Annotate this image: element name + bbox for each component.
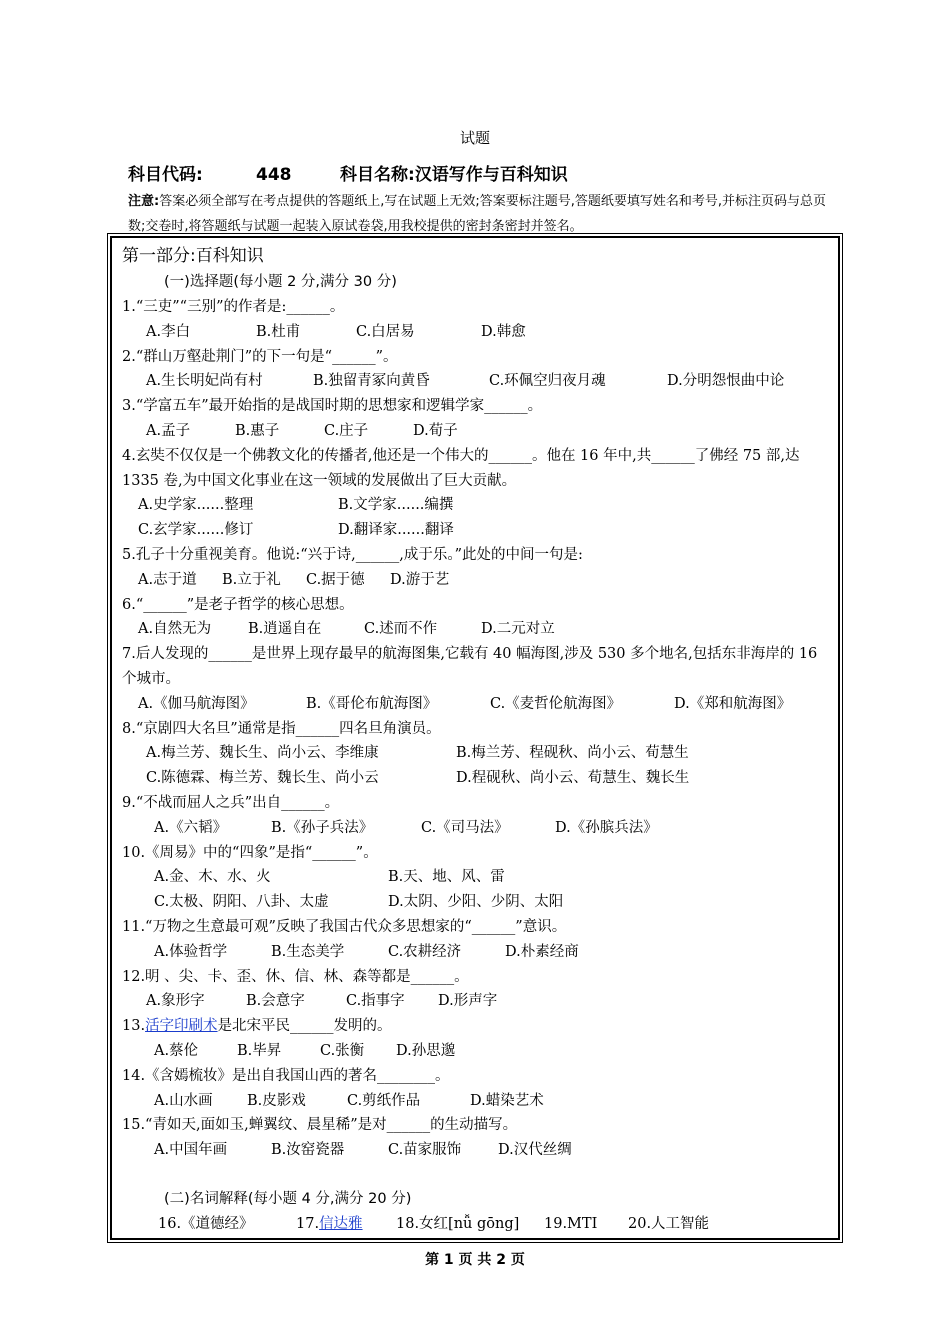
option-row <box>122 692 830 717</box>
question-stem: 11.“万物之生意最可观”反映了我国古代众多思想家的“______”意识。 <box>122 918 567 935</box>
question-stem: 1.“三吏”“三别”的作者是:______。 <box>122 299 345 315</box>
question-stem: 14.《含嫣梳妆》是出自我国山西的著名________。 <box>122 1067 450 1084</box>
option-row <box>122 766 830 791</box>
term-20: 20.人工智能 <box>628 1215 710 1232</box>
option-row <box>122 940 830 965</box>
question-stem: 7.后人发现的______是世界上现存最早的航海图集,它载有 40 幅海图,涉及 530 多个地名,包括东非海岸的 16 个城市。 <box>122 646 818 687</box>
answer-option: D.程砚秋、尚小云、荀慧生、魏长生 <box>456 770 690 787</box>
answer-option: B.文学家......编撰 <box>338 497 454 514</box>
answer-option: D.朴素经商 <box>505 943 579 960</box>
term-17 <box>296 1212 396 1237</box>
answer-option: B.毕昇 <box>237 1042 282 1059</box>
answer-option: D.汉代丝绸 <box>498 1142 572 1159</box>
answer-option: C.据于德 <box>306 571 365 588</box>
answer-option: B.立于礼 <box>222 571 281 588</box>
answer-option: B.皮影戏 <box>247 1092 306 1109</box>
option-row <box>122 865 830 890</box>
notice-text: 答案必须全部写在考点提供的答题纸上,写在试题上无效;答案要标注题号,答题纸要填写姓名和考号,并标注页码与总页数;交卷时,将答题纸与试题一起装入原试卷袋,用我校提供的密封条密封并签名。 <box>128 194 826 234</box>
option-row <box>122 890 830 915</box>
answer-option: D.形声字 <box>438 993 498 1010</box>
answer-option: C.《麦哲伦航海图》 <box>490 695 622 712</box>
answer-option: C.庄子 <box>324 422 369 439</box>
question-stem: 8.“京剧四大名旦”通常是指______四名旦角演员。 <box>122 720 441 737</box>
part-title: 第一部分:百科知识 <box>122 246 264 266</box>
answer-option: A.山水画 <box>154 1092 213 1109</box>
answer-option: A.志于道 <box>138 571 197 588</box>
answer-option: C.述而不作 <box>364 621 438 638</box>
option-row <box>122 816 830 841</box>
answer-option: B.逍遥自在 <box>248 621 322 638</box>
term-17-link[interactable]: 信达雅 <box>319 1215 363 1232</box>
answer-option: B.梅兰芳、程砚秋、尚小云、荀慧生 <box>456 745 689 762</box>
answer-option: B.独留青冢向黄昏 <box>313 373 430 390</box>
question-stem: 12.明 、尖、卡、歪、休、信、林、森等都是______。 <box>122 968 469 985</box>
answer-option: A.蔡伦 <box>154 1042 199 1059</box>
answer-option: C.苗家服饰 <box>388 1142 462 1159</box>
answer-option: C.玄学家......修订 <box>138 522 254 539</box>
answer-option: B.天、地、风、雷 <box>388 869 505 886</box>
question-stem <box>122 1014 830 1039</box>
section-terms-title: (二)名词解释(每小题 4 分,满分 20 分) <box>164 1190 412 1207</box>
question-stem: 4.玄奘不仅仅是一个佛教文化的传播者,他还是一个伟大的______。他在 16 年中,共______了佛经 75 部,达 1335 卷,为中国文化事业在这一领域的发展做出了巨大贡献。 <box>122 447 800 489</box>
term-17-number: 17. <box>296 1215 320 1232</box>
term-16: 16.《道德经》 <box>158 1215 254 1232</box>
code-label: 科目代码: <box>128 165 203 185</box>
answer-option: B.《孙子兵法》 <box>271 819 374 836</box>
notice <box>128 189 828 239</box>
question-stem: 15.“青如天,面如玉,蝉翼纹、晨星稀”是对______的生动描写。 <box>122 1117 518 1134</box>
answer-option: D.游于艺 <box>390 571 450 588</box>
question-stem: 10.《周易》中的“四象”是指“______”。 <box>122 844 378 861</box>
option-row <box>122 369 830 394</box>
name-label: 科目名称: <box>340 165 415 185</box>
answer-option: D.蜡染艺术 <box>470 1092 544 1109</box>
page-title: 试题 <box>459 129 490 147</box>
question-number: 13. <box>122 1018 146 1035</box>
answer-option: C.农耕经济 <box>388 943 462 960</box>
question-box <box>110 236 840 1240</box>
question-stem: 3.“学富五车”最开始指的是战国时期的思想家和逻辑学家______。 <box>122 398 543 415</box>
option-row <box>122 989 830 1014</box>
answer-option: B.生态美学 <box>271 943 345 960</box>
answer-option: C.环佩空归夜月魂 <box>489 373 606 390</box>
answer-option: B.惠子 <box>235 422 280 439</box>
answer-option: A.体验哲学 <box>154 943 228 960</box>
answer-option: A.生长明妃尚有村 <box>146 373 263 390</box>
name-value: 汉语写作与百科知识 <box>414 165 568 185</box>
answer-option: A.《伽马航海图》 <box>138 695 255 712</box>
notice-prefix: 注意: <box>128 194 160 209</box>
terms-row <box>122 1212 830 1237</box>
question-stem: 9.“不战而屈人之兵”出自______。 <box>122 794 340 811</box>
answer-option: A.孟子 <box>146 422 191 439</box>
answer-option: D.分明怨恨曲中论 <box>667 373 785 390</box>
answer-option: A.史学家......整理 <box>138 497 254 514</box>
option-row <box>122 518 830 543</box>
option-row <box>122 1138 830 1163</box>
option-row <box>122 493 830 518</box>
answer-option: D.太阴、少阳、少阴、太阳 <box>388 894 564 911</box>
answer-option: A.象形字 <box>146 993 205 1010</box>
answer-option: C.张衡 <box>320 1042 365 1059</box>
option-row <box>122 1039 830 1064</box>
option-row <box>122 1089 830 1114</box>
term-link[interactable]: 活字印刷术 <box>145 1018 218 1035</box>
option-row <box>122 617 830 642</box>
question-stem: 6.“______”是老子哲学的核心思想。 <box>122 596 354 613</box>
question-stem: 2.“群山万壑赴荆门”的下一句是“______”。 <box>122 348 398 365</box>
answer-option: A.金、木、水、火 <box>154 869 271 886</box>
answer-option: C.陈德霖、梅兰芳、魏长生、尚小云 <box>146 770 379 787</box>
answer-option: D.《孙膑兵法》 <box>555 819 658 836</box>
answer-option: D.翻译家......翻译 <box>338 522 454 539</box>
question-list <box>122 295 830 1163</box>
answer-option: C.《司马法》 <box>421 819 509 836</box>
answer-option: C.白居易 <box>356 323 415 340</box>
option-row <box>122 741 830 766</box>
answer-option: A.中国年画 <box>154 1142 228 1159</box>
option-row <box>122 419 830 444</box>
answer-option: B.杜甫 <box>256 323 301 340</box>
answer-option: B.《哥伦布航海图》 <box>306 695 438 712</box>
answer-option: A.自然无为 <box>138 621 212 638</box>
answer-option: B.会意字 <box>246 993 305 1010</box>
answer-option: A.李白 <box>146 323 191 340</box>
answer-option: D.二元对立 <box>481 621 555 638</box>
answer-option: B.汝窑瓷器 <box>271 1142 345 1159</box>
answer-option: A.梅兰芳、魏长生、尚小云、李维康 <box>146 745 379 762</box>
answer-option: C.剪纸作品 <box>347 1092 421 1109</box>
section-choice-title: (一)选择题(每小题 2 分,满分 30 分) <box>164 274 397 290</box>
answer-option: C.太极、阴阳、八卦、太虚 <box>154 894 329 911</box>
subject-line <box>128 160 568 185</box>
page-footer: 第 1 页 共 2 页 <box>425 1252 525 1268</box>
answer-option: D.孙思邈 <box>396 1042 456 1059</box>
answer-option: A.《六韬》 <box>154 819 228 836</box>
term-18: 18.女红[nǚ gōng] <box>396 1215 520 1232</box>
term-19: 19.MTI <box>544 1215 598 1232</box>
code-value: 448 <box>256 165 292 185</box>
question-text: 是北宋平民______发明的。 <box>217 1018 392 1035</box>
answer-option: D.韩愈 <box>481 323 526 340</box>
answer-option: D.《郑和航海图》 <box>674 695 792 712</box>
question-stem: 5.孔子十分重视美育。他说:“兴于诗,______,成于乐。”此处的中间一句是: <box>122 546 583 563</box>
option-row <box>122 568 830 593</box>
answer-option: C.指事字 <box>346 993 405 1010</box>
answer-option: D.荀子 <box>413 422 458 439</box>
option-row <box>122 320 830 345</box>
